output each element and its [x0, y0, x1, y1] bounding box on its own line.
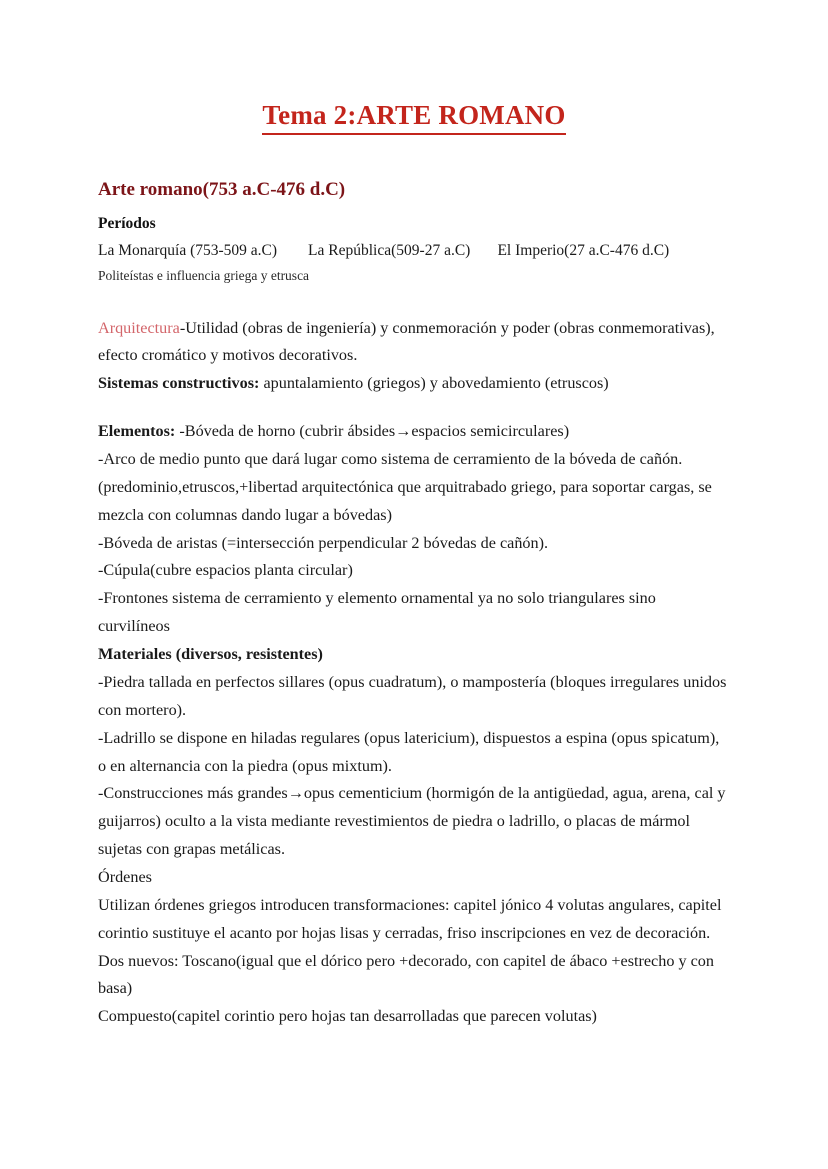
construction-systems-paragraph [98, 370, 730, 398]
section-heading-arte-romano: Arte romano(753 a.C-476 d.C) [98, 179, 346, 200]
elements-line: -Frontones sistema de cerramiento y elemento ornamental ya no solo triangulares sino curvilíneos [98, 589, 656, 636]
elements-label: Elementos: [98, 422, 176, 441]
elements-first-text: -Bóveda de horno (cubrir ábsides→espacios semicirculares) [175, 422, 570, 441]
materials-line: -Construcciones más grandes→opus cementicium (hormigón de la antigüedad, agua, arena, cal y guijarros) oculto a la vista mediante revestimientos de piedra o ladrillo, o placas de mármol sujetas con grapas metálicas. [98, 784, 726, 859]
architecture-accent-label: Arquitectura [98, 318, 180, 337]
architecture-intro-text: -Utilidad (obras de ingeniería) y conmemoración y poder (obras conmemorativas), efecto cromático y motivos decorativos. [98, 318, 715, 365]
elements-line: -Bóveda de aristas (=intersección perpendicular 2 bóvedas de cañón). [98, 533, 549, 552]
document-body [98, 178, 730, 1031]
spacer [98, 398, 730, 418]
elements-line: -Arco de medio punto que dará lugar como sistema de cerramiento de la bóveda de cañón.(predominio,etruscos,+libertad arquitectónica que arquitrabado griego, para soportar cargas, se mezcla con columnas dando lugar a bóvedas) [98, 450, 712, 524]
elements-line: -Cúpula(cubre espacios planta circular) [98, 561, 353, 580]
orders-line: Compuesto(capitel corintio pero hojas tan desarrolladas que parecen volutas) [98, 1007, 597, 1026]
elements-first-line [98, 418, 730, 446]
orders-line: Utilizan órdenes griegos introducen transformaciones: capitel jónico 4 volutas angulares, capitel corintio sustituye el acanto por hojas lisas y cerradas, friso inscripciones en vez de decoración. [98, 895, 722, 942]
materials-line: -Piedra tallada en perfectos sillares (opus cuadratum), o mampostería (bloques irregulares unidos con mortero). [98, 672, 727, 719]
periods-list: La Monarquía (753-509 a.C) La República(509-27 a.C) El Imperio(27 a.C-476 d.C) [98, 242, 670, 259]
periods-label: Períodos [98, 214, 156, 232]
spacer [98, 287, 730, 315]
construction-systems-text: apuntalamiento (griegos) y abovedamiento (etruscos) [259, 374, 609, 393]
architecture-intro-paragraph [98, 315, 730, 371]
materials-line: -Ladrillo se dispone en hiladas regulares (opus latericium), dispuestos a espina (opus spicatum), o en alternancia con la piedra (opus mixtum). [98, 728, 720, 775]
construction-systems-label: Sistemas constructivos: [98, 374, 260, 393]
page-title-text: Tema 2:ARTE ROMANO [262, 100, 565, 135]
page-title [0, 100, 828, 135]
orders-line: Dos nuevos: Toscano(igual que el dórico pero +decorado, con capitel de ábaco +estrecho y con basa) [98, 951, 714, 998]
orders-label: Órdenes [98, 867, 152, 886]
periods-note: Politeístas e influencia griega y etrusca [98, 268, 310, 284]
materials-label: Materiales (diversos, resistentes) [98, 645, 323, 664]
